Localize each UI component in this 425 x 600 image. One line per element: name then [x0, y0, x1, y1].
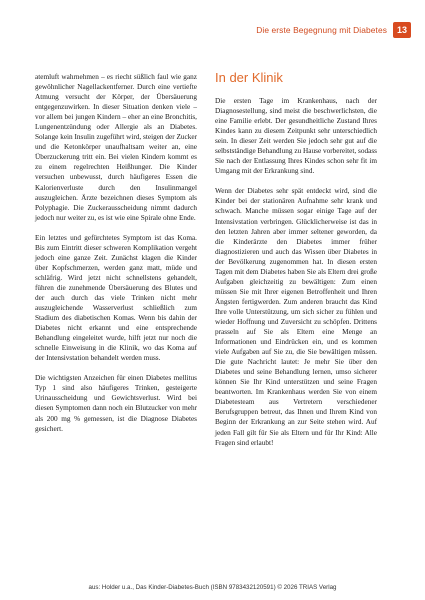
- page-header: [256, 22, 411, 38]
- paragraph: Die ersten Tage im Krankenhaus, nach der Diagnosestellung, sind meist die beschwerlichsten, die eine Familie erlebt. Der gesundheitliche Zustand Ihres Kindes kann zu diesem Zeitpunkt sehr unterschiedlich sein. In dieser Zeit werden Sie jedoch sehr gut auf die selbstständige Behandlung zu Hause vorbereitet, sodass Sie nach der Entlassung Ihres Kindes schon sehr fit im Umgang mit der Erkrankung sind.: [215, 97, 377, 176]
- source-footer: aus: Holder u.a., Das Kinder-Diabetes-Buch (ISBN 9783432120591) © 2026 TRIAS Verlag: [88, 584, 337, 591]
- right-column: [215, 96, 377, 458]
- left-column: [35, 72, 197, 444]
- page-number-badge: 13: [393, 22, 411, 38]
- running-title: Die erste Begegnung mit Diabetes: [256, 25, 387, 35]
- paragraph: atemluft wahrnehmen – es riecht süßlich faul wie ganz gewöhnlicher Nagellackentferner. Durch eine vertiefte Atmung versucht der Körper, der Übersäuerung entgegenzuwirken. In dieser Situation denken viele – vor allem bei jungen Kindern – eher an eine Bronchitis, Lungenentzündung oder Allergie als an Diabetes. Solange kein Insulin zugeführt wird, steigen der Zucker und die Ketonkörper unaufhaltsam weiter an, eine Überzuckerung tritt ein. Bei vielen Kindern kommt es zu einem regelrechten Heißhunger. Die Kinder versuchen unbewusst, durch häufigeres Essen die Kalorienverluste durch den Insulinmangel auszugleichen. Ärzte bezeichnen dieses Symptom als Polyphagie. Die Zuckerausscheidung nimmt dadurch jedoch nur weiter zu, es ist wie eine Spirale ohne Ende.: [35, 73, 197, 222]
- paragraph: Wenn der Diabetes sehr spät entdeckt wird, sind die Kinder bei der stationären Aufnahme sehr krank und schwach. Manche müssen sogar einige Tage auf der Intensivstation verbringen. Glücklicherweise ist das in den letzten Jahren aber immer seltener geworden, da die Kinderärzte den Diabetes immer früher diagnostizieren und auch das Wissen über Diabetes in der Bevölkerung zugenommen hat. In diesen ersten Tagen mit dem Diabetes haben Sie als Eltern drei große Aufgaben gleichzeitig zu bewältigen: Zum einen müssen Sie mit Ihrer eigenen Betroffenheit und Ihren Ängsten fertigwerden. Zum anderen braucht das Kind Ihre volle Unterstützung, um sich sicher zu fühlen und wieder Hoffnung und Zuversicht zu schöpfen. Drittens prasseln auf Sie als Eltern eine Menge an Informationen und Eindrücken ein, und es kommen viele Aufgaben auf Sie zu, die Sie bewältigen müssen. Die gute Nachricht lautet: Je mehr Sie über den Diabetes und seine Behandlung lernen, umso sicherer können Sie Ihr Kind unterstützen und seine Fragen beantworten. Im Krankenhaus werden Sie von einem Diabetesteam aus Vertretern verschiedener Berufsgruppen betreut, das Ihnen und Ihrem Kind von Beginn der Erkrankung an zur Seite stehen wird. Auf jeden Fall gilt für Sie als Eltern und für Ihr Kind: Alle Fragen sind erlaubt!: [215, 187, 377, 447]
- section-heading: In der Klinik: [215, 70, 283, 85]
- paragraph: Die wichtigsten Anzeichen für einen Diabetes mellitus Typ 1 sind also häufigeres Trinken, gesteigerte Urinausscheidung und Gewichtsverlust. Wird bei diesen Symptomen dann noch ein Blutzucker von mehr als 200 mg % gemessen, ist die Diagnose Diabetes gesichert.: [35, 374, 197, 433]
- paragraph: Ein letztes und gefürchtetes Symptom ist das Koma. Bis zum Eintritt dieser schweren Komplikation vergeht jedoch eine ganze Zeit. Zunächst klagen die Kinder über Kopfschmerzen, werden ganz matt, müde und schläfrig. Wird jetzt nicht schnellstens gehandelt, führen die zunehmende Übersäuerung des Blutes und der auch durch das viele Trinken nicht mehr auszugleichende Wasserverlust schließlich zum Stadium des diabetischen Komas. Wenn bis dahin der Diabetes nicht erkannt und eine entsprechende Behandlung eingeleitet wurde, hilft jetzt nur noch die schnelle Einweisung in die Klinik, wo das Koma auf der Intensivstation behandelt werden muss.: [35, 233, 197, 363]
